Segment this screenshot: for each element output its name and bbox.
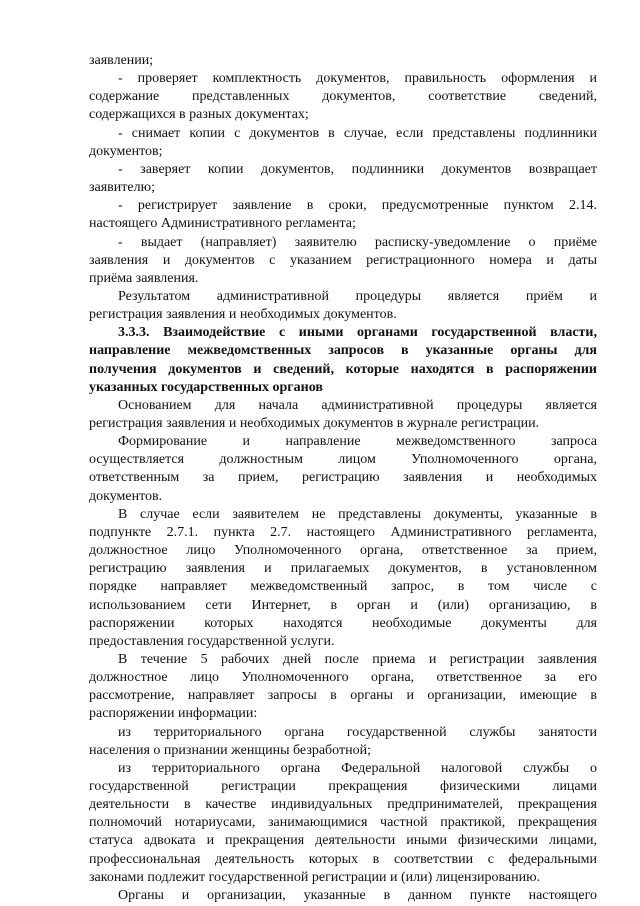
text-line: - снимает копии с документов в случае, если представлены подлинники: [118, 125, 597, 141]
text-line: законами подлежит государственной регистрации и (или) лицензированию.: [89, 869, 541, 885]
text-line: - проверяет комплектность документов, правильность оформления и: [118, 71, 597, 87]
text-line: распоряжении информации:: [89, 706, 258, 722]
text-line: рассмотрение, направляет запросы в органы и организации, имеющие в: [89, 688, 597, 704]
text-line: подпункте 2.7.1. пункта 2.7. настоящего Административного регламента,: [89, 524, 597, 540]
text-line: регистрация заявления и необходимых документов.: [89, 307, 397, 323]
text-line: содержащихся в разных документах;: [89, 107, 309, 123]
text-line: из территориального органа Федеральной налоговой службы о: [118, 760, 597, 776]
text-line: заявления и документов с указанием регистрационного номера и даты: [89, 252, 597, 268]
text-line: получения документов и сведений, которые находятся в распоряжении: [89, 361, 597, 377]
text-line: предоставления государственной услуги.: [89, 633, 335, 649]
text-line: профессиональная деятельность которых в соответствии с федеральными: [89, 851, 597, 867]
text-line: регистрация заявления и необходимых документов в журнале регистрации.: [89, 416, 540, 431]
text-line: использованием сети Интернет, в орган и (или) организацию, в: [89, 597, 597, 613]
text-line: полномочий нотариусами, занимающимися частной практикой, прекращения: [89, 815, 597, 831]
text-line: настоящего Административного регламента;: [89, 216, 356, 232]
text-line: Результатом административной процедуры является приём и: [118, 288, 597, 304]
text-line: населения о признании женщины безработной;: [89, 742, 371, 758]
text-line: документов;: [89, 143, 163, 159]
text-line: Основанием для начала административной процедуры является: [118, 397, 597, 413]
text-line: - заверяет копии документов, подлинники документов возвращает: [118, 161, 597, 177]
text-line: В случае если заявителем не представлены документы, указанные в: [118, 506, 597, 522]
text-line: содержание представленных документов, соответствие сведений,: [89, 89, 597, 105]
text-line: должностное лицо Уполномоченного органа, ответственное за его: [89, 670, 597, 686]
text-line: В течение 5 рабочих дней после приема и регистрации заявления: [118, 651, 597, 667]
text-line: ответственным за прием, регистрацию заявления и необходимых: [89, 470, 597, 486]
text-line: заявителю;: [89, 180, 155, 196]
text-line: статуса адвоката и прекращения деятельности иными физическими лицами,: [89, 833, 597, 849]
text-line: заявлении;: [89, 53, 154, 68]
text-line: документов.: [89, 488, 163, 504]
text-line: приёма заявления.: [89, 270, 199, 286]
text-line: регистрацию заявления и прилагаемых документов, в установленном: [89, 561, 597, 577]
text-line: деятельности в качестве индивидуальных предпринимателей, прекращения: [89, 797, 597, 813]
text-line: направление межведомственных запросов в указанные органы для: [89, 343, 597, 359]
text-line: порядке направляет межведомственный запрос, в том числе с: [89, 579, 597, 595]
text-line: Органы и организации, указанные в данном пункте настоящего: [118, 887, 597, 903]
text-line: указанных государственных органов: [89, 379, 323, 395]
text-line: 3.3.3. Взаимодействие с иными органами государственной власти,: [118, 325, 597, 341]
text-line: Формирование и направление межведомственного запроса: [118, 434, 597, 450]
text-line: государственной регистрации прекращения физическими лицами: [89, 779, 597, 794]
text-line: распоряжении которых находятся необходимые документы для: [89, 615, 597, 631]
text-line: должностное лицо Уполномоченного органа, ответственное за прием,: [89, 543, 597, 559]
text-line: - регистрирует заявление в сроки, предусмотренные пунктом 2.14.: [118, 198, 597, 214]
text-line: - выдает (направляет) заявителю расписку-уведомление о приёме: [118, 234, 597, 250]
text-line: осуществляется должностным лицом Уполномоченного органа,: [89, 452, 597, 468]
text-line: из территориального органа государственной службы занятости: [118, 724, 597, 740]
